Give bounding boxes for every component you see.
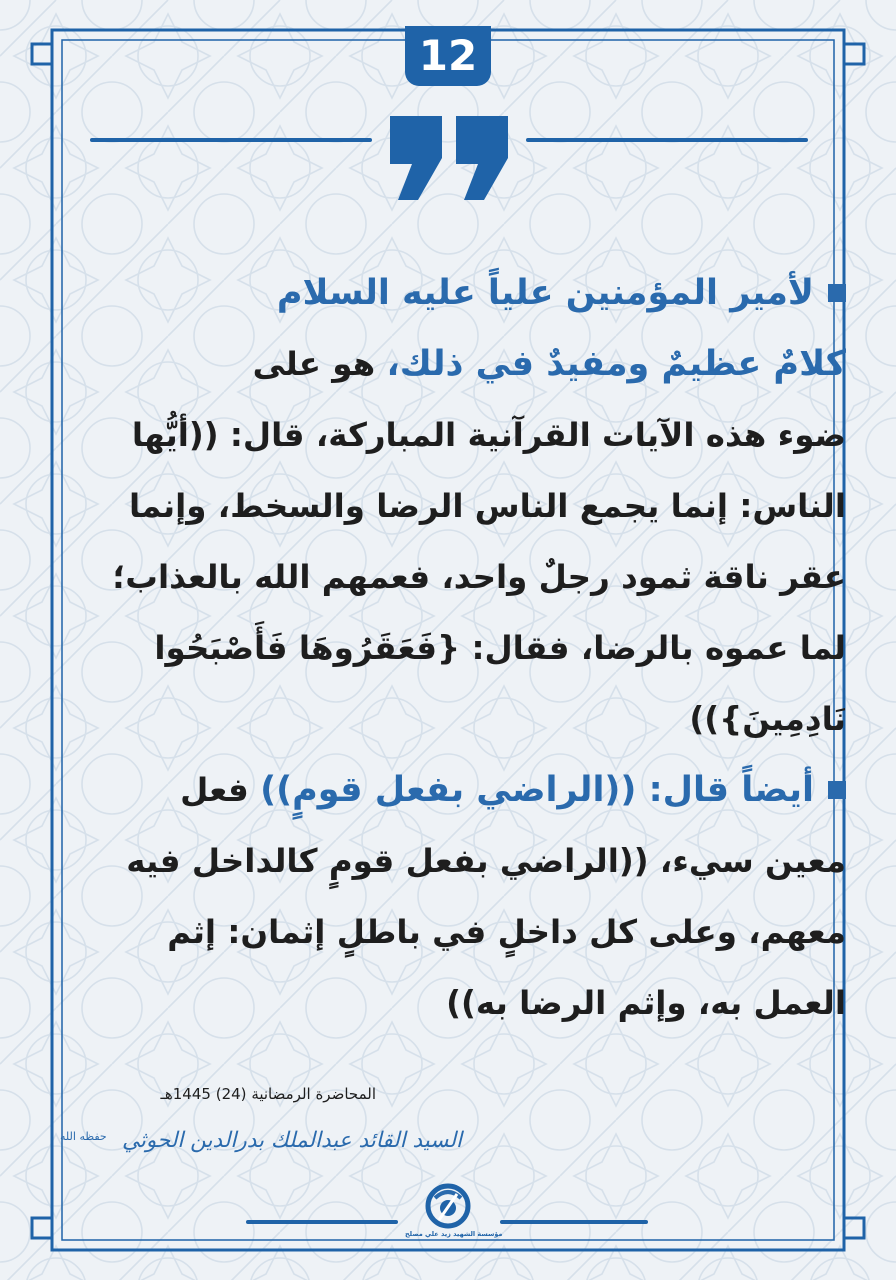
- lecture-year: 1445هـ: [160, 1085, 211, 1103]
- text-line: [52, 258, 846, 329]
- line-text: ضوء هذه الآيات القرآنية المباركة، قال: ((أيُّها: [131, 416, 846, 454]
- square-bullet-icon: [828, 781, 846, 799]
- text-line: [52, 684, 846, 755]
- logo-caption: مؤسسة الشهيد زيد علي مصلح: [405, 1230, 503, 1238]
- highlight-text: لأمير المؤمنين علياً عليه السلام: [276, 273, 814, 313]
- text-line: [52, 471, 846, 542]
- line-text: معهم، وعلى كل داخلٍ في باطلٍ إثمان: إثم: [167, 913, 846, 951]
- logo-emblem-icon: [405, 1180, 491, 1230]
- text-line: [52, 400, 846, 471]
- line-text: نَادِمِينَ})): [689, 700, 846, 738]
- author-honorific: حفظه الله: [60, 1130, 107, 1143]
- line-text: الناس: إنما يجمع الناس الرضا والسخط، وإنما: [128, 487, 846, 525]
- line-text: العمل به، وإثم الرضا به)): [446, 984, 846, 1022]
- foundation-logo: [405, 1180, 503, 1260]
- lecture-number: (24): [215, 1085, 247, 1103]
- lecture-title: المحاضرة الرمضانية: [251, 1085, 376, 1103]
- text-line: [52, 542, 846, 613]
- line-text: فعل: [180, 771, 261, 809]
- source-citation: [160, 1085, 376, 1103]
- author-name: السيد القائد عبدالملك بدرالدين الحوثي: [121, 1128, 462, 1153]
- quote-mark-icon: [388, 112, 510, 202]
- text-line: [52, 755, 846, 826]
- line-text: معين سيء، ((الراضي بفعل قومٍ كالداخل فيه: [126, 842, 846, 880]
- text-line: [52, 897, 846, 968]
- text-line: [52, 968, 846, 1039]
- text-line: [52, 613, 846, 684]
- line-text: عقر ناقة ثمود رجلٌ واحد، فعمهم الله بالعذاب؛: [112, 558, 846, 596]
- author-signature: [60, 1120, 462, 1182]
- quote-body: [52, 258, 846, 1039]
- line-text: لما عموه بالرضا، فقال: {فَعَقَرُوهَا فَأَصْبَحُوا: [154, 629, 846, 667]
- highlight-text: أيضاً قال: ((الراضي بفعل قومٍ)): [260, 770, 814, 810]
- page-number-badge: 12: [405, 26, 491, 86]
- text-line: [52, 826, 846, 897]
- text-line: [52, 329, 846, 400]
- highlight-text: كلامٌ عظيمٌ ومفيدٌ في ذلك،: [386, 344, 846, 384]
- square-bullet-icon: [828, 284, 846, 302]
- line-text: هو على: [252, 345, 387, 383]
